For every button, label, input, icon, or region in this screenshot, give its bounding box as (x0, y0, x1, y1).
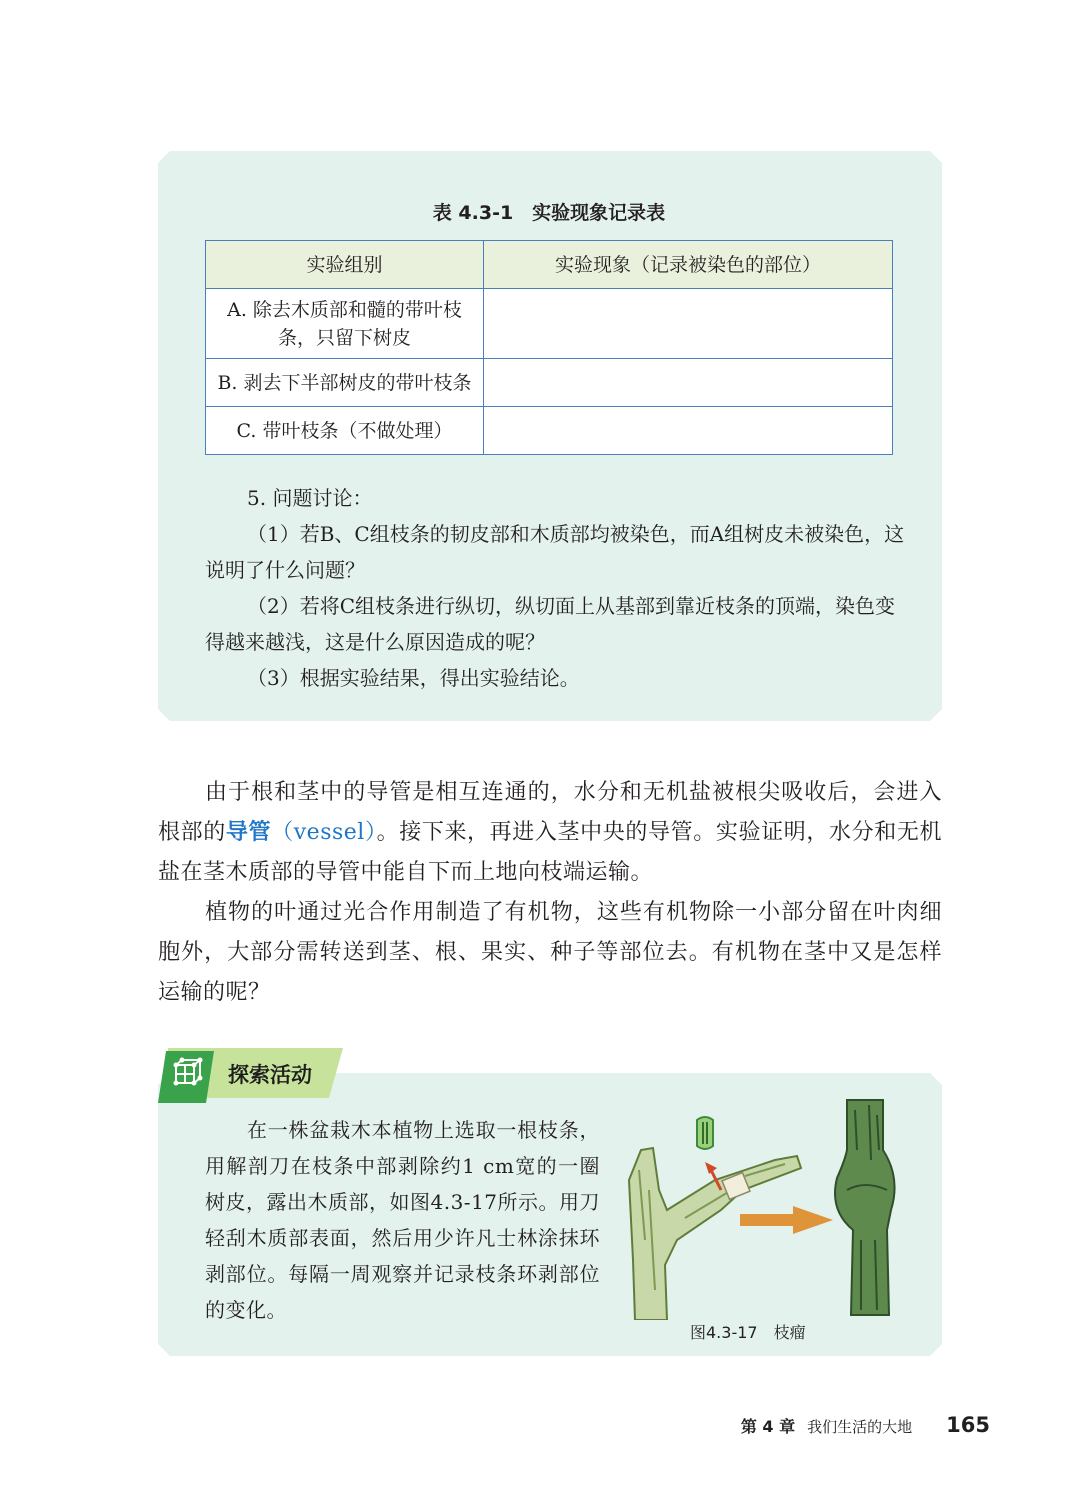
term-vessel: 导管 (225, 820, 272, 845)
record-table (205, 240, 893, 455)
activity-tag (158, 1048, 343, 1103)
paragraph-2: 植物的叶通过光合作用制造了有机物，这些有机物除一小部分留在叶肉细胞外，大部分需转送到茎、根、果实、种子等部位去。有机物在茎中又是怎样运输的呢？ (158, 900, 942, 1005)
discussion-heading: 5. 问题讨论： (247, 486, 373, 510)
paragraph-1-text: 由于根和茎中的导管是相互连通的，水分和无机盐被根尖吸收后，会进入根部的 (158, 780, 942, 845)
table-row (206, 407, 893, 455)
cube-network-icon (158, 1051, 214, 1103)
table-row (206, 289, 893, 359)
chapter-number: 第 4 章 (740, 1417, 796, 1436)
table-cell-group: A. 除去木质部和髓的带叶枝条，只留下树皮 (206, 289, 484, 359)
main-text (158, 773, 942, 1013)
table-cell-result (484, 289, 893, 359)
branch-gall-illustration (625, 1090, 915, 1320)
chapter-title: 我们生活的大地 (807, 1418, 913, 1436)
bark-ring (697, 1117, 713, 1149)
table-cell-group: C. 带叶枝条（不做处理） (206, 407, 484, 455)
discussion-question-2: （2）若将C组枝条进行纵切，纵切面上从基部到靠近枝条的顶端，染色变得越来越浅，这是什么原因造成的呢？ (205, 594, 896, 654)
table-title: 表 4.3-1 实验现象记录表 (432, 202, 666, 224)
table-header-group: 实验组别 (206, 241, 484, 289)
table-cell-result (484, 407, 893, 455)
tree-trunk (629, 1148, 801, 1320)
table-cell-result (484, 359, 893, 407)
discussion-question-3: （3）根据实验结果，得出实验结论。 (247, 666, 580, 690)
activity-text (205, 1112, 600, 1328)
discussion-question-1: （1）若B、C组枝条的韧皮部和木质部均被染色，而A组树皮未被染色，这说明了什么问题？ (205, 522, 905, 582)
figure-caption: 图4.3-17 枝瘤 (690, 1323, 806, 1342)
swollen-branch (835, 1100, 895, 1315)
page-number: 165 (946, 1413, 990, 1437)
table-header-result: 实验现象（记录被染色的部位） (484, 241, 893, 289)
activity-paragraph: 在一株盆栽木本植物上选取一根枝条，用解剖刀在枝条中部剥除约1 cm宽的一圈树皮，露出木质部，如图4.3-17所示。用刀轻刮木质部表面，然后用少许凡士林涂抹环剥部位。每隔一周观察并记录枝条环剥部位的变化。 (205, 1118, 601, 1322)
table-row (206, 359, 893, 407)
paragraph-1 (158, 773, 942, 893)
activity-label: 探索活动 (228, 1063, 312, 1087)
term-vessel-english: （vessel） (271, 820, 377, 845)
table-header-row (206, 241, 893, 289)
paragraph-1-text-end: 。接下来，再进入茎中央的导管。实验证明，水分和无机盐在茎木质部的导管中能自下而上地向枝端运输。 (158, 820, 942, 885)
page-footer (741, 1413, 990, 1437)
discussion-section (205, 480, 905, 696)
table-cell-group: B. 剥去下半部树皮的带叶枝条 (206, 359, 484, 407)
